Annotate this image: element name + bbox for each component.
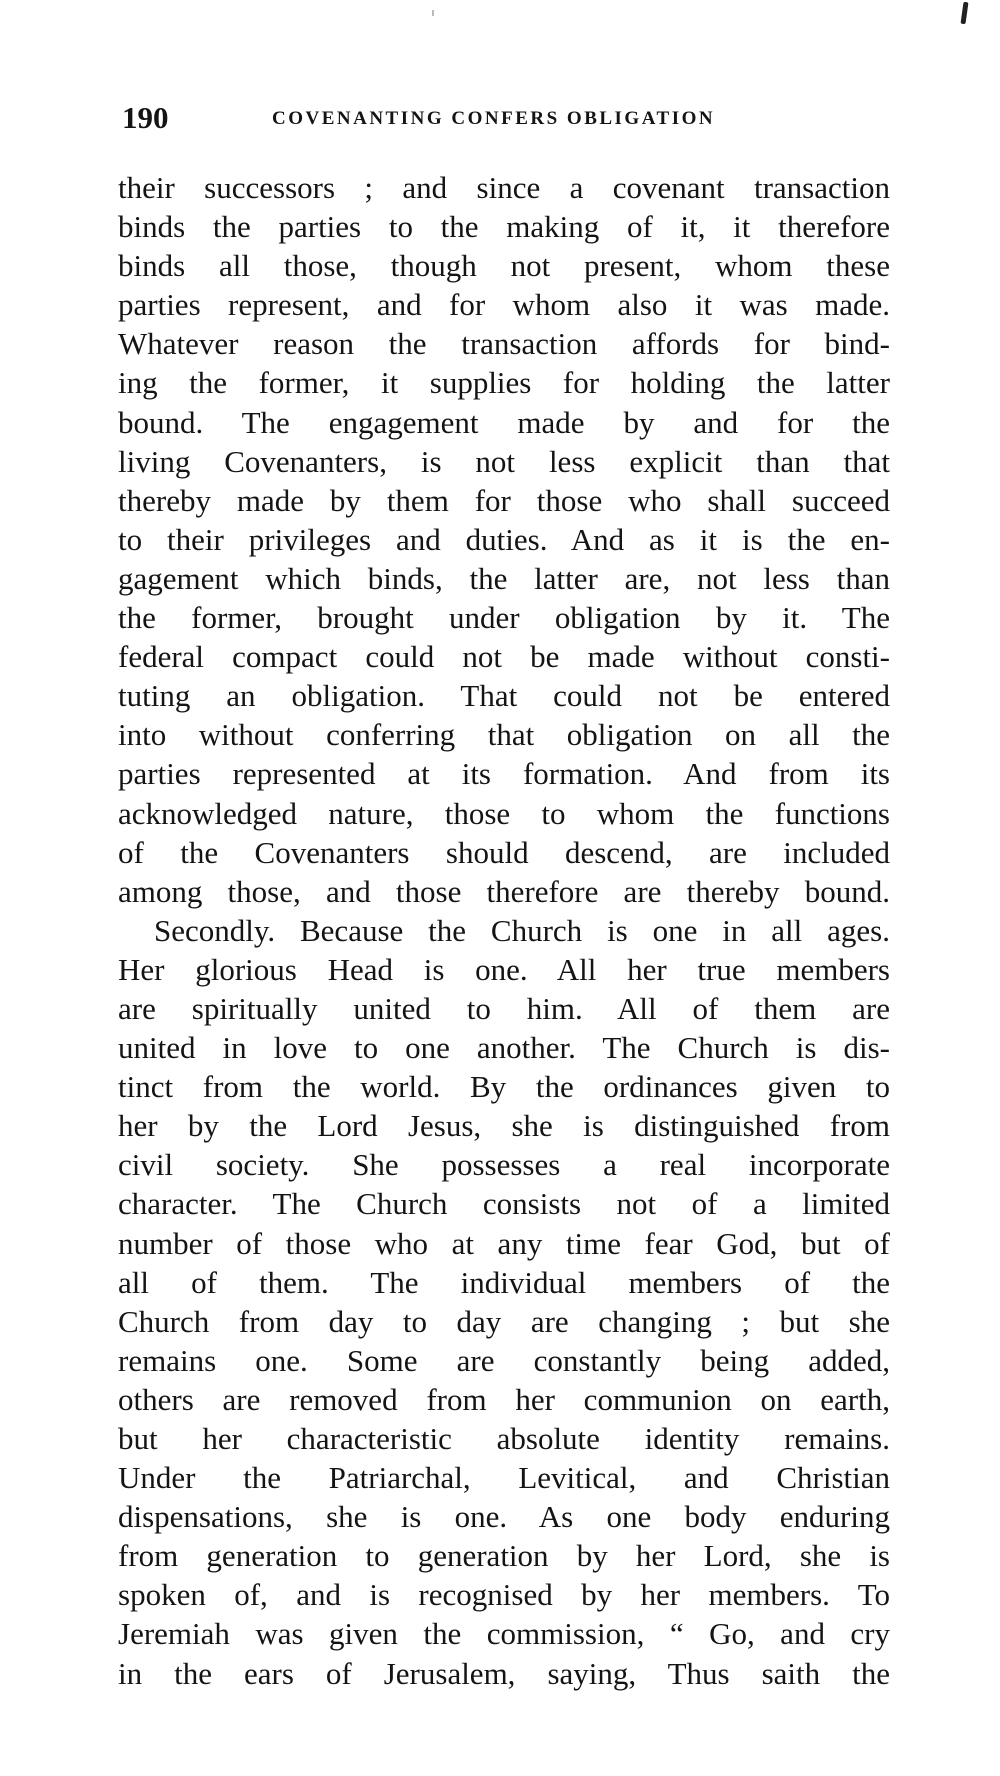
paragraph-first-line: Secondly. Because the Church is one in all ages. xyxy=(154,912,890,948)
text-line: Under the Patriarchal, Levitical, and Christian xyxy=(118,1460,890,1496)
scan-speck xyxy=(432,10,434,16)
text-line: tinct from the world. By the ordinances given to xyxy=(118,1069,890,1105)
text-line: but her characteristic absolute identity remains. xyxy=(118,1421,890,1456)
text-line: of the Covenanters should descend, are included xyxy=(118,834,890,870)
text-line: federal compact could not be made without consti- xyxy=(118,639,890,675)
running-head xyxy=(122,98,882,138)
text-line: from generation to generation by her Lord, she is xyxy=(118,1538,890,1574)
text-line: united in love to one another. The Church is dis- xyxy=(118,1030,890,1066)
text-line: Church from day to day are changing ; but she xyxy=(118,1303,890,1339)
text-line: bound. The engagement made by and for the xyxy=(118,404,890,440)
text-line: Jeremiah was given the commission, “ Go, and cry xyxy=(118,1616,890,1652)
text-line: living Covenanters, is not less explicit than that xyxy=(118,443,890,479)
text-line: character. The Church consists not of a limited xyxy=(118,1186,890,1222)
text-line: among those, and those therefore are thereby bound. xyxy=(118,873,890,909)
text-line: thereby made by them for those who shall succeed xyxy=(118,482,890,518)
text-line: civil society. She possesses a real incorporate xyxy=(118,1147,890,1183)
text-line: dispensations, she is one. As one body enduring xyxy=(118,1499,890,1535)
running-head-title: COVENANTING CONFERS OBLIGATION xyxy=(272,108,716,129)
text-line: tuting an obligation. That could not be entered xyxy=(118,678,890,714)
text-line: are spiritually united to him. All of them are xyxy=(118,990,890,1026)
text-line: number of those who at any time fear God, but of xyxy=(118,1225,890,1261)
text-line: Her glorious Head is one. All her true members xyxy=(118,951,890,987)
text-line: gagement which binds, the latter are, not less than xyxy=(118,560,890,596)
text-line: others are removed from her communion on earth, xyxy=(118,1381,890,1417)
text-line: the former, brought under obligation by it. The xyxy=(118,600,890,636)
page-corner-mark xyxy=(960,2,968,24)
text-line: into without conferring that obligation on all the xyxy=(118,717,890,753)
body-text xyxy=(118,168,890,1693)
text-line: her by the Lord Jesus, she is distinguished from xyxy=(118,1108,890,1144)
text-line: binds the parties to the making of it, it therefore xyxy=(118,209,890,245)
text-line: spoken of, and is recognised by her members. To xyxy=(118,1577,890,1613)
text-line: binds all those, though not present, whom these xyxy=(118,248,890,284)
page-number: 190 xyxy=(122,100,169,135)
text-line: remains one. Some are constantly being added, xyxy=(118,1342,890,1378)
text-line: all of them. The individual members of the xyxy=(118,1264,890,1300)
text-line: to their privileges and duties. And as it is the en- xyxy=(118,521,890,557)
text-line: parties represent, and for whom also it was made. xyxy=(118,287,890,323)
text-line: ing the former, it supplies for holding the latter xyxy=(118,365,890,401)
text-line: acknowledged nature, those to whom the functions xyxy=(118,795,890,831)
text-line: in the ears of Jerusalem, saying, Thus saith the xyxy=(118,1655,890,1691)
text-line: their successors ; and since a covenant transaction xyxy=(118,170,890,205)
text-line: Whatever reason the transaction affords for bind- xyxy=(118,326,890,362)
text-line: parties represented at its formation. And from its xyxy=(118,756,890,792)
